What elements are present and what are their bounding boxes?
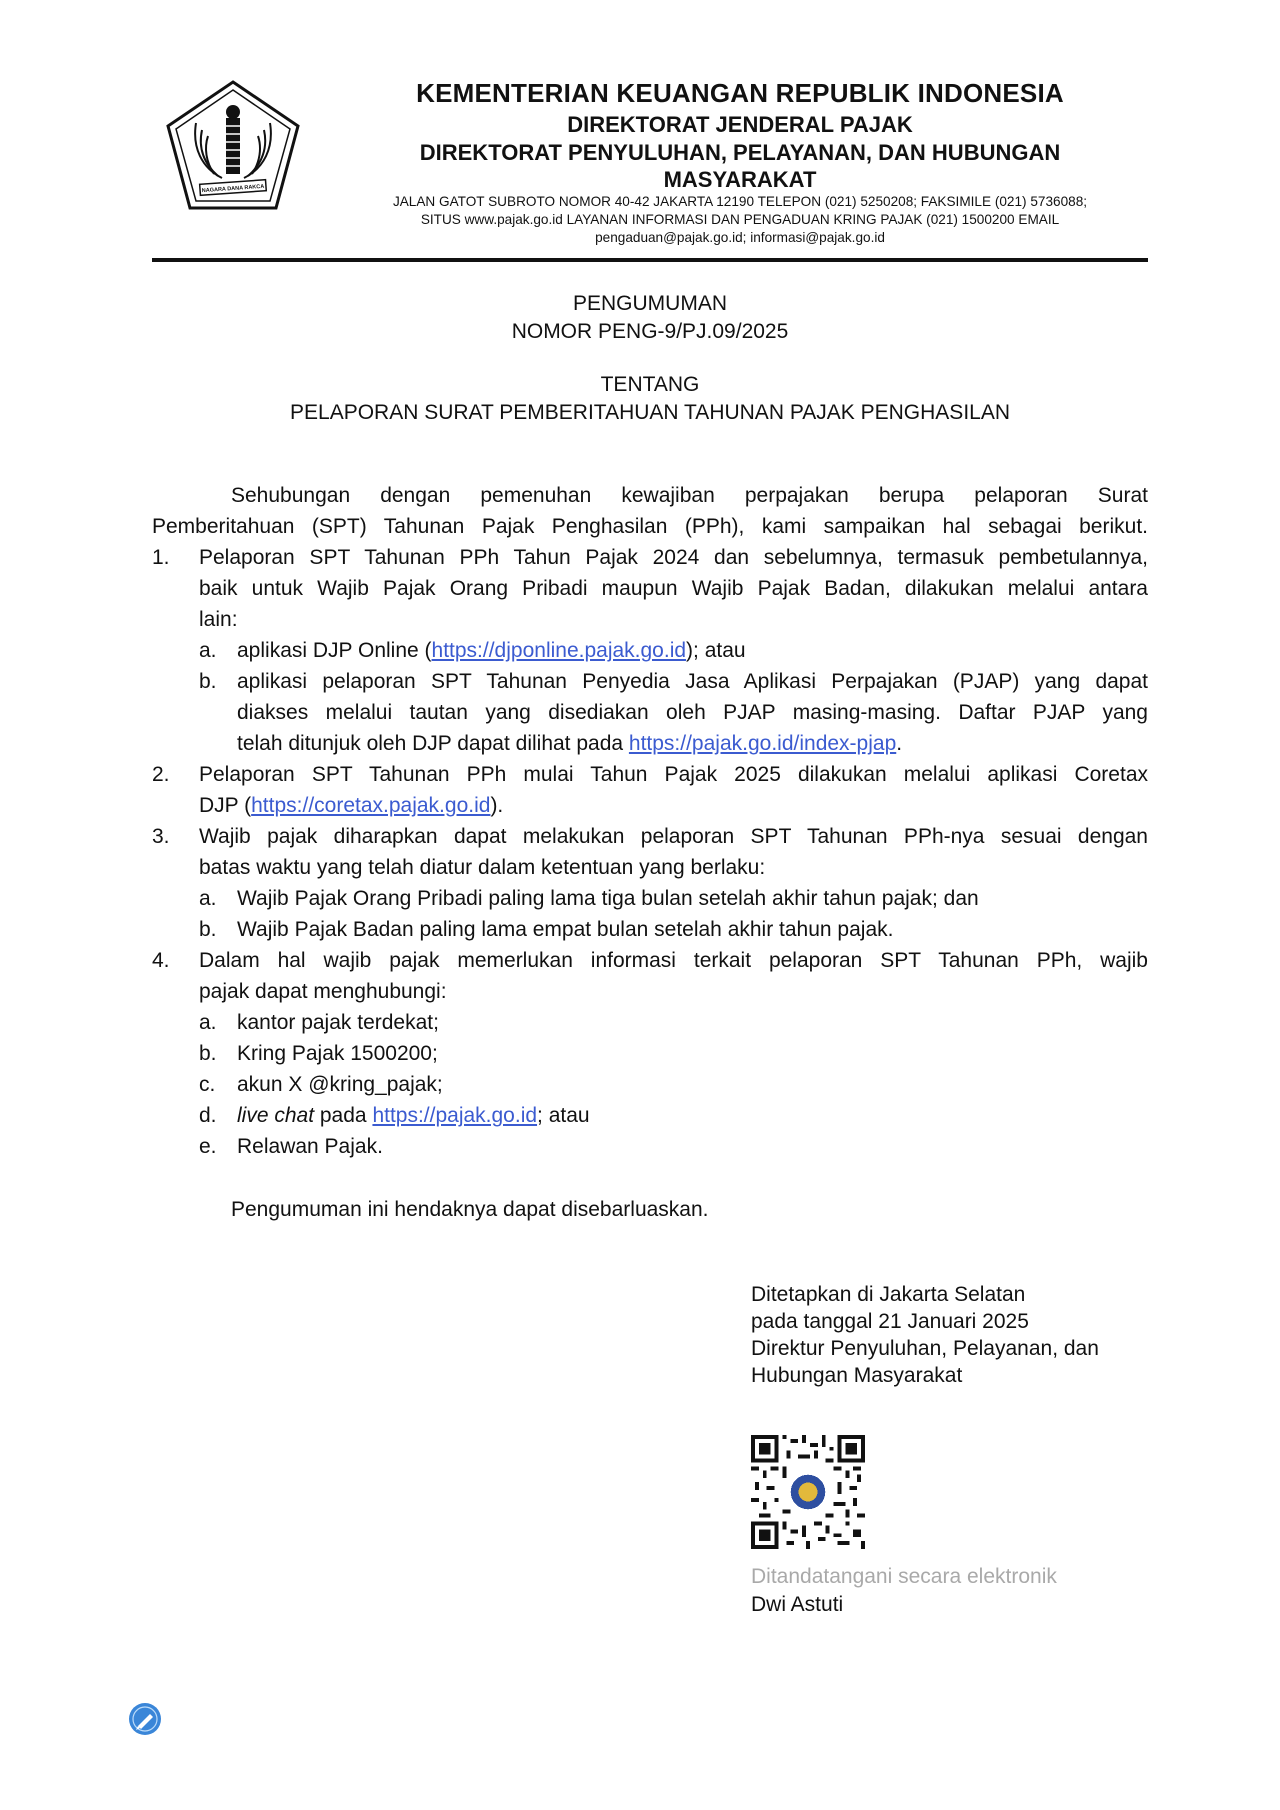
item3b-letter: b. <box>199 918 217 941</box>
item4a-text: kantor pajak terdekat; <box>237 1011 439 1034</box>
qr-code <box>751 1435 865 1549</box>
signatory-name: Dwi Astuti <box>751 1593 844 1616</box>
item1-line1: Pelaporan SPT Tahunan PPh Tahun Pajak 2024 dan sebelumnya, termasuk pembetulannya, <box>199 546 1148 569</box>
signature-place: Ditetapkan di Jakarta Selatan <box>751 1283 1026 1306</box>
esign-note: Ditandatangani secara elektronik <box>751 1565 1057 1588</box>
item1b-line2: diakses melalui tautan yang disediakan oleh PJAP masing-masing. Daftar PJAP yang <box>237 701 1148 724</box>
item3-line1: Wajib pajak diharapkan dapat melakukan pelaporan SPT Tahunan PPh-nya sesuai dengan <box>199 825 1148 848</box>
intro-line2: Pemberitahuan (SPT) Tahunan Pajak Penghasilan (PPh), kami sampaikan hal sebagai berikut. <box>152 515 1148 538</box>
item4e-letter: e. <box>199 1135 217 1158</box>
signature-date: pada tanggal 21 Januari 2025 <box>751 1310 1029 1333</box>
directorate-general: DIREKTORAT JENDERAL PAJAK <box>567 112 913 137</box>
item4-line2: pajak dapat menghubungi: <box>199 980 447 1003</box>
doc-subject: PELAPORAN SURAT PEMBERITAHUAN TAHUNAN PAJAK PENGHASILAN <box>290 401 1010 424</box>
address-line3: pengaduan@pajak.go.id; informasi@pajak.go.id <box>595 230 885 245</box>
ministry-name: KEMENTERIAN KEUANGAN REPUBLIK INDONESIA <box>416 78 1064 108</box>
item4a-letter: a. <box>199 1011 217 1034</box>
item2-line2: DJP (https://coretax.pajak.go.id). <box>199 794 504 817</box>
doc-kind: PENGUMUMAN <box>572 292 727 315</box>
item4-number: 4. <box>152 949 170 972</box>
item1b-letter: b. <box>199 670 217 693</box>
item1-line3: lain: <box>199 608 238 631</box>
item4c-text: akun X @kring_pajak; <box>237 1073 443 1096</box>
pjap-list-link[interactable]: https://pajak.go.id/index-pjap <box>628 732 897 755</box>
item4e-text: Relawan Pajak. <box>237 1135 383 1158</box>
item4b-text: Kring Pajak 1500200; <box>237 1042 438 1065</box>
item1b-line1: aplikasi pelaporan SPT Tahunan Penyedia Jasa Aplikasi Perpajakan (PJAP) yang dapat <box>237 670 1148 693</box>
item1-line2: baik untuk Wajib Pajak Orang Pribadi maupun Wajib Pajak Badan, dilakukan melalui antara <box>199 577 1148 600</box>
pen-badge-icon <box>128 1702 162 1736</box>
doc-about: TENTANG <box>600 373 700 396</box>
item3b-text: Wajib Pajak Badan paling lama empat bulan setelah akhir tahun pajak. <box>237 918 894 941</box>
closing-text: Pengumuman ini hendaknya dapat disebarluaskan. <box>231 1198 709 1221</box>
djponline-link[interactable]: https://djponline.pajak.go.id <box>431 639 687 662</box>
intro-line1: Sehubungan dengan pemenuhan kewajiban perpajakan berupa pelaporan Surat <box>231 484 1148 507</box>
item1b-line3: telah ditunjuk oleh DJP dapat dilihat pada https://pajak.go.id/index-pjap. <box>237 732 903 755</box>
item3-line2: batas waktu yang telah diatur dalam ketentuan yang berlaku: <box>199 856 766 879</box>
address-line1: JALAN GATOT SUBROTO NOMOR 40-42 JAKARTA 12190 TELEPON (021) 5250208; FAKSIMILE (021) 5736088; <box>392 194 1088 209</box>
signature-position-line2: Hubungan Masyarakat <box>751 1364 963 1387</box>
item4d-letter: d. <box>199 1104 217 1127</box>
item3-number: 3. <box>152 825 170 848</box>
item4d-text: live chat pada https://pajak.go.id; atau <box>237 1104 590 1127</box>
item1a-text: aplikasi DJP Online (https://djponline.pajak.go.id); atau <box>237 639 746 662</box>
address-line2: SITUS www.pajak.go.id LAYANAN INFORMASI DAN PENGADUAN KRING PAJAK (021) 1500200 EMAIL <box>420 212 1060 227</box>
item1a-letter: a. <box>199 639 217 662</box>
coretax-link[interactable]: https://coretax.pajak.go.id <box>251 794 491 817</box>
letterhead-divider <box>152 258 1148 262</box>
item4-line1: Dalam hal wajib pajak memerlukan informasi terkait pelaporan SPT Tahunan PPh, wajib <box>199 949 1148 972</box>
item4b-letter: b. <box>199 1042 217 1065</box>
signature-position-line1: Direktur Penyuluhan, Pelayanan, dan <box>751 1337 1099 1360</box>
doc-number: NOMOR PENG-9/PJ.09/2025 <box>511 320 789 343</box>
item4c-letter: c. <box>199 1073 216 1096</box>
pajak-live-chat-link[interactable]: https://pajak.go.id <box>372 1104 538 1127</box>
directorate-line1: DIREKTORAT PENYULUHAN, PELAYANAN, DAN HUBUNGAN <box>419 140 1061 165</box>
item3a-text: Wajib Pajak Orang Pribadi paling lama tiga bulan setelah akhir tahun pajak; dan <box>237 887 979 910</box>
directorate-line2: MASYARAKAT <box>663 167 817 192</box>
item2-number: 2. <box>152 763 170 786</box>
item2-line1: Pelaporan SPT Tahunan PPh mulai Tahun Pajak 2025 dilakukan melalui aplikasi Coretax <box>199 763 1148 786</box>
logo-motto: NAGARA DANA RAKCA <box>201 183 265 195</box>
item3a-letter: a. <box>199 887 217 910</box>
item1-number: 1. <box>152 546 170 569</box>
ministry-logo <box>162 78 304 214</box>
